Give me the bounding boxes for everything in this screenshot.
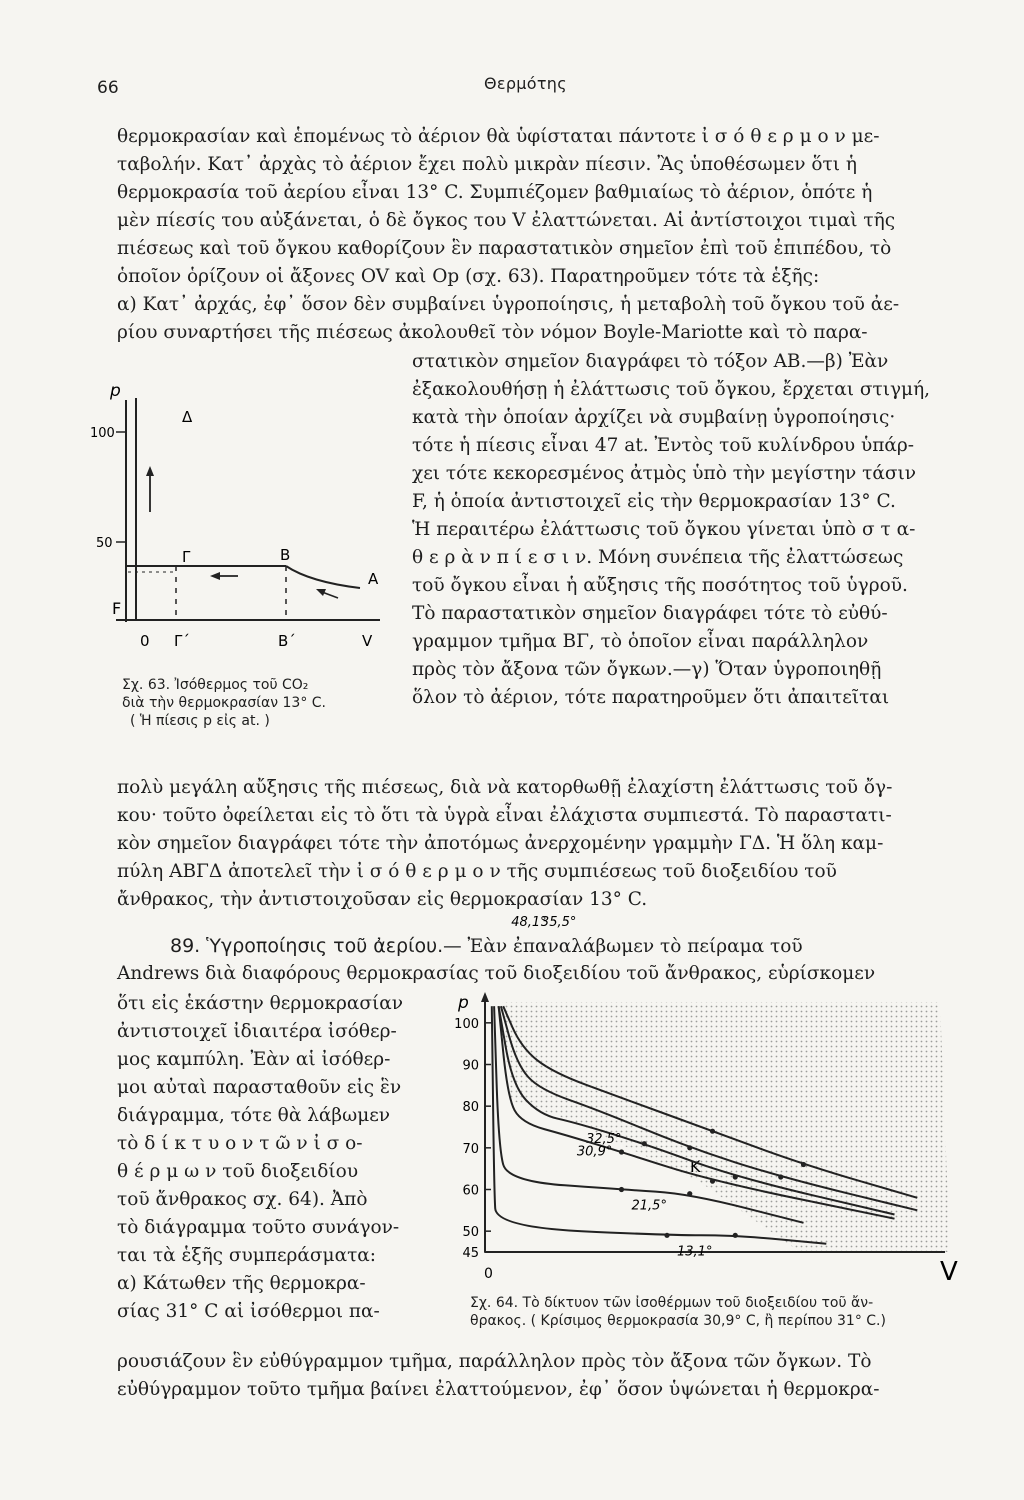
text-line: ρουσιάζουν ἓν εὐθύγραμμον τμῆμα, παράλληλον πρὸς τὸν ἄξονα τῶν ὄγκων. Τὸ bbox=[117, 1351, 872, 1372]
label-origin: 0 bbox=[140, 632, 150, 650]
text-line: ὅτι εἰς ἑκάστην θερμοκρασίαν bbox=[117, 993, 403, 1014]
text-line: στατικὸν σημεῖον διαγράφει τὸ τόξον AB.—β) Ἐὰν bbox=[412, 351, 889, 372]
y-tick-label: 45 bbox=[462, 1246, 479, 1261]
caption-line: θρακος. ( Κρίσιμος θερμοκρασία 30,9° C, ἢ περίπου 31° C.) bbox=[470, 1313, 886, 1329]
label-delta: Δ bbox=[182, 408, 193, 426]
text-line: πιέσεως καὶ τοῦ ὄγκου καθορίζουν ἓν παραστατικὸν σημεῖον ἐπὶ τοῦ ἐπιπέδου, τὸ bbox=[117, 238, 892, 259]
label-V: V bbox=[362, 632, 373, 650]
section-title: Ὑγροποίησις τοῦ ἀερίου. bbox=[206, 935, 444, 957]
caption-line: διὰ τὴν θερμοκρασίαν 13° C. bbox=[122, 695, 327, 711]
text-line: θ έ ρ μ ω ν τοῦ διοξειδίου bbox=[117, 1161, 359, 1182]
isotherm-point bbox=[687, 1145, 692, 1150]
isotherm-label: 48,1° bbox=[511, 915, 547, 931]
text-line: μὲν πίεσίς του αὐξάνεται, ὁ δὲ ὄγκος του V ἐλαττώνεται. Αἱ ἀντίστοιχοι τιμαὶ τῆς bbox=[117, 210, 896, 231]
text-line: κατὰ τὴν ὁποίαν ἀρχίζει νὰ συμβαίνῃ ὑγροποίησις· bbox=[412, 407, 896, 428]
section-number: 89. bbox=[170, 935, 201, 957]
isotherm-point bbox=[619, 1149, 624, 1154]
text-line: α) Κάτωθεν τῆς θερμοκρα- bbox=[117, 1273, 366, 1294]
y-tick-label: 60 bbox=[462, 1183, 479, 1199]
section-first-line: — Ἐὰν ἐπαναλάβωμεν τὸ πείραμα τοῦ bbox=[443, 936, 803, 957]
text-line: θερμοκρασία τοῦ ἀερίου εἶναι 13° C. Συμπιέζομεν βαθμιαίως τὸ ἀέριον, ὁπότε ἡ bbox=[117, 182, 873, 203]
isotherm-point bbox=[801, 1162, 806, 1167]
text-line: κου· τοῦτο ὀφείλεται εἰς τὸ ὅτι τὰ ὑγρὰ εἶναι ἐλάχιστα συμπιεστά. Τὸ παραστατι- bbox=[117, 805, 892, 826]
y-tick-label: 50 bbox=[462, 1225, 479, 1241]
isotherm-point bbox=[619, 1187, 624, 1192]
isotherm-point bbox=[778, 1174, 783, 1179]
y-tick-label: 80 bbox=[462, 1100, 479, 1116]
text-line: τὸ δ ί κ τ υ ο ν τ ῶ ν ἰ σ ο- bbox=[117, 1133, 363, 1154]
running-title: Θερμότης bbox=[484, 74, 567, 93]
text-line: τότε ἡ πίεσις εἶναι 47 at. Ἐντὸς τοῦ κυλίνδρου ὑπάρ- bbox=[412, 435, 914, 456]
text-line: Andrews διὰ διαφόρους θερμοκρασίας τοῦ διοξειδίου τοῦ ἄνθρακος, εὑρίσκομεν bbox=[117, 963, 876, 984]
caption-line: ( Ἡ πίεσις p εἰς at. ) bbox=[130, 713, 270, 729]
label-p: p bbox=[110, 381, 121, 401]
text-line: πρὸς τὸν ἄξονα τῶν ὄγκων.—γ) Ὅταν ὑγροποιηθῇ bbox=[412, 659, 882, 680]
label-B: B bbox=[280, 546, 291, 564]
label-gamma-prime: Γ΄ bbox=[174, 632, 190, 650]
isotherm-label: 30,9° bbox=[576, 1144, 613, 1160]
text-line: τοῦ ἄνθρακος σχ. 64). Ἀπὸ bbox=[117, 1189, 368, 1210]
label-F: F bbox=[112, 599, 122, 618]
text-line: διάγραμμα, τότε θὰ λάβωμεν bbox=[117, 1105, 391, 1126]
caption-line: Σχ. 64. Τὸ δίκτυον τῶν ἰσοθέρμων τοῦ διοξειδίου τοῦ ἄν- bbox=[470, 1295, 874, 1311]
text-line: τὸ διάγραμμα τοῦτο συνάγον- bbox=[117, 1217, 400, 1238]
isotherm-label: 32,5° bbox=[586, 1131, 622, 1147]
shaded-gas-region bbox=[502, 1002, 950, 1252]
isotherm-label: 13,1° bbox=[677, 1244, 713, 1260]
arc-ab bbox=[286, 566, 360, 588]
text-line: μοι αὐταὶ παρασταθοῦν εἰς ἓν bbox=[117, 1077, 402, 1098]
text-line: τοῦ ὄγκου εἶναι ἡ αὔξησις τῆς ποσότητος τοῦ ὑγροῦ. bbox=[412, 575, 908, 596]
page-number: 66 bbox=[97, 78, 119, 98]
isotherm-point bbox=[733, 1233, 738, 1238]
label-gamma: Γ bbox=[182, 548, 191, 566]
text-line: Ἡ περαιτέρω ἐλάττωσις τοῦ ὄγκου γίνεται ὑπὸ σ τ α- bbox=[412, 519, 916, 540]
text-line: α) Κατ᾽ ἀρχάς, ἐφ᾽ ὅσον δὲν συμβαίνει ὑγροποίησις, ἡ μεταβολὴ τοῦ ὄγκου τοῦ ἀε- bbox=[117, 294, 900, 315]
label-50: 50 bbox=[96, 536, 113, 551]
text-line: F, ἡ ὁποία ἀντιστοιχεῖ εἰς τὴν θερμοκρασίαν 13° C. bbox=[412, 491, 896, 512]
text-line: ἐξακολουθήσῃ ἡ ἐλάττωσις τοῦ ὄγκου, ἔρχεται στιγμή, bbox=[412, 379, 931, 400]
text-line: ταβολήν. Κατ᾽ ἀρχὰς τὸ ἀέριον ἔχει πολὺ μικρὰν πίεσιν. Ἂς ὑποθέσωμεν ὅτι ἡ bbox=[117, 154, 857, 175]
text-line: πολὺ μεγάλη αὔξησις τῆς πιέσεως, διὰ νὰ κατορθωθῇ ἐλαχίστη ἐλάττωσις τοῦ ὄγ- bbox=[117, 777, 893, 798]
label-A: A bbox=[368, 570, 379, 588]
text-line: σίας 31° C αἱ ἰσόθερμοι πα- bbox=[117, 1301, 380, 1322]
text-line: ἀντιστοιχεῖ ἰδιαιτέρα ἰσόθερ- bbox=[117, 1021, 397, 1042]
critical-point-label: K bbox=[690, 1157, 701, 1176]
y-tick-label: 70 bbox=[462, 1141, 479, 1157]
text-line: χει τότε κεκορεσμένος ἀτμὸς ὑπὸ τὴν μεγίστην τάσιν bbox=[412, 463, 917, 484]
section-heading bbox=[170, 934, 803, 959]
label-B-prime: B΄ bbox=[278, 632, 296, 650]
text-line: εὐθύγραμμον τοῦτο τμῆμα βαίνει ἐλαττούμενον, ἐφ᾽ ὅσον ὑψώνεται ἡ θερμοκρα- bbox=[117, 1379, 880, 1400]
text-line: ἄνθρακος, τὴν ἀντιστοιχοῦσαν εἰς θερμοκρασίαν 13° C. bbox=[117, 889, 648, 910]
isotherm-point bbox=[710, 1179, 715, 1184]
text-line: γραμμον τμῆμα BΓ, τὸ ὁποῖον εἶναι παράλληλον bbox=[412, 631, 869, 652]
label-100: 100 bbox=[90, 426, 115, 441]
text-line: ὅλον τὸ ἀέριον, τότε παρατηροῦμεν ὅτι ἀπαιτεῖται bbox=[412, 687, 890, 708]
y-tick-label: 100 bbox=[454, 1016, 479, 1032]
isotherm-label: 21,5° bbox=[631, 1198, 667, 1214]
text-line: ὁποῖον ὁρίζουν οἱ ἄξονες OV καὶ Op (σχ. 63). Παρατηροῦμεν τότε τὰ ἑξῆς: bbox=[117, 266, 820, 287]
isotherm-label: 35,5° bbox=[540, 915, 577, 931]
isotherm-point bbox=[733, 1174, 738, 1179]
figure-63 bbox=[90, 360, 390, 660]
y-tick-label: 90 bbox=[462, 1058, 479, 1074]
origin-label: 0 bbox=[484, 1266, 493, 1282]
caption-line: Σχ. 63. Ἰσόθερμος τοῦ CO₂ bbox=[122, 677, 309, 693]
text-line: ρίου συναρτήσει τῆς πιέσεως ἀκολουθεῖ τὸν νόμον Boyle-Mariotte καὶ τὸ παρα- bbox=[117, 322, 868, 343]
text-line: θ ε ρ ὰ ν π ί ε σ ι ν. Μόνη συνέπεια τῆς ἐλαττώσεως bbox=[412, 547, 904, 568]
isotherm-point bbox=[642, 1141, 647, 1146]
axis-label-p: p bbox=[458, 993, 469, 1013]
text-line: μος καμπύλη. Ἐὰν αἱ ἰσόθερ- bbox=[117, 1049, 391, 1070]
text-line: πύλη ABΓΔ ἀποτελεῖ τὴν ἰ σ ό θ ε ρ μ ο ν τῆς συμπιέσεως τοῦ διοξειδίου τοῦ bbox=[117, 861, 837, 882]
text-line: κὸν σημεῖον διαγράφει τότε τὴν ἀποτόμως ἀνερχομένην γραμμὴν ΓΔ. Ἡ ὅλη καμ- bbox=[117, 833, 884, 854]
text-line: ται τὰ ἑξῆς συμπεράσματα: bbox=[117, 1245, 377, 1266]
isotherm-point bbox=[687, 1191, 692, 1196]
isotherm-point bbox=[664, 1233, 669, 1238]
text-line: Τὸ παραστατικὸν σημεῖον διαγράφει τότε τὸ εὐθύ- bbox=[412, 603, 888, 624]
axis-label-v: V bbox=[940, 1257, 958, 1287]
isotherm-point bbox=[710, 1129, 715, 1134]
text-line: θερμοκρασίαν καὶ ἑπομένως τὸ ἀέριον θὰ ὑφίσταται πάντοτε ἰ σ ό θ ε ρ μ ο ν με- bbox=[117, 126, 880, 147]
